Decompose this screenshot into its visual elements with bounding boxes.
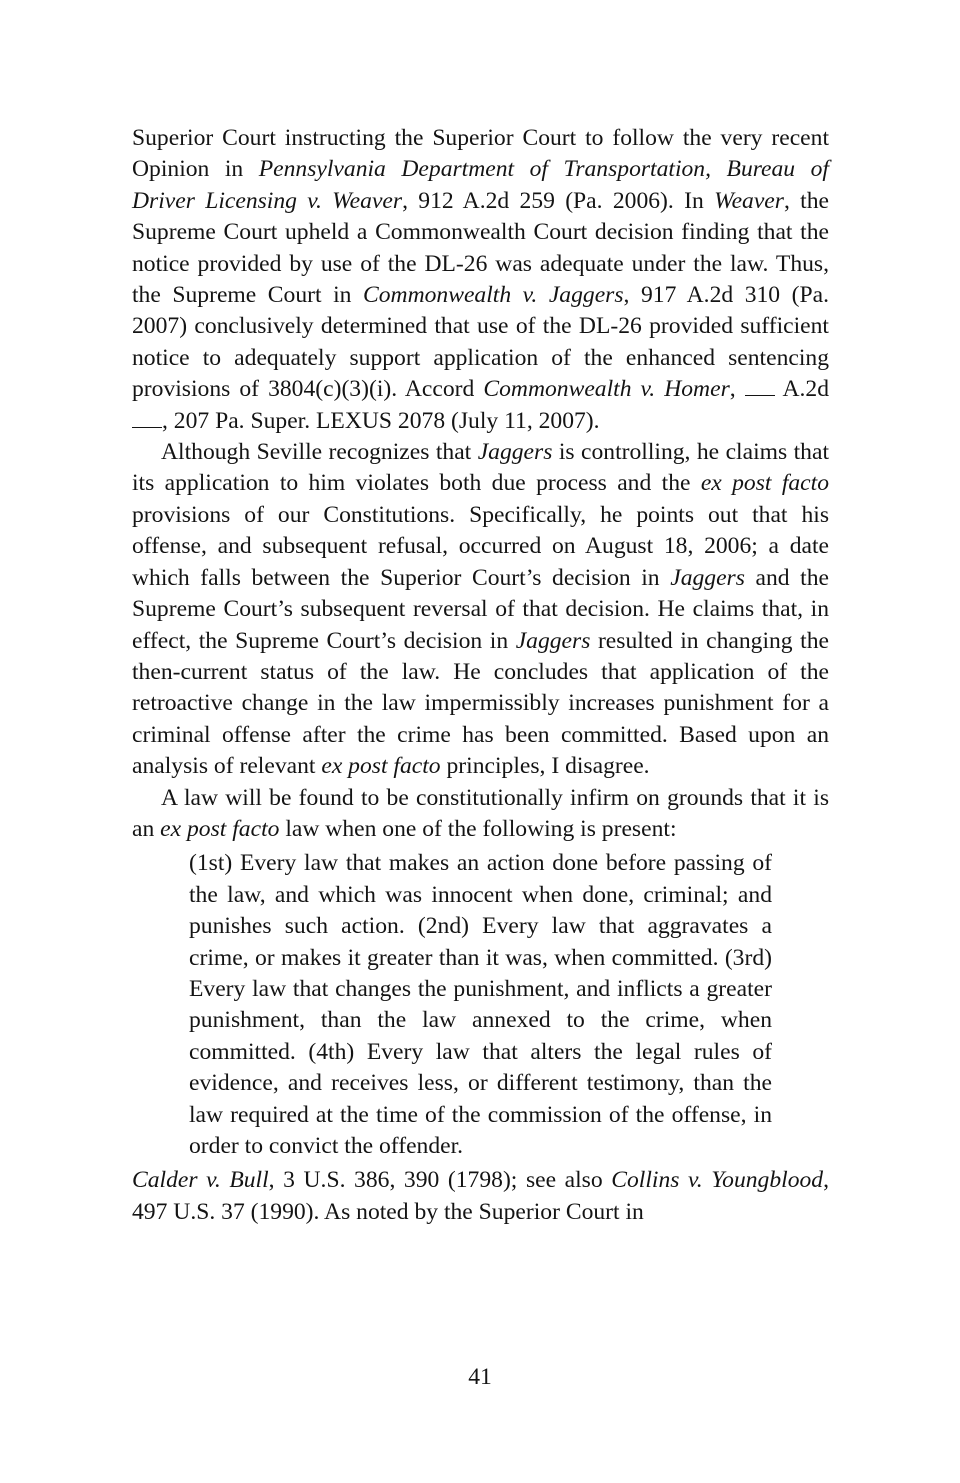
paragraph-1: Superior Court instructing the Superior Court to follow the very recent Opinion in Pennsylvania Department of Transportation, Bureau of Driver Licensing v. Weaver, 912 A.2d 259 (Pa. 2006). In Weaver, the Supreme Court upheld a Commonwealth Court decision finding that the notice provided by use of the DL-26 was adequate under the law. Thus, the Supreme Court in Commonwealth v. Jaggers, 917 A.2d 310 (Pa. 2007) conclusively determined that use of the DL-26 provided sufficient notice to adequately support application of the enhanced sentencing provisions of 3804(c)(3)(i). Accord Commonwealth v. Homer, A.2d , 207 Pa. Super. LEXUS 2078 (July 11, 2007). xyxy=(132,125,830,434)
italic-text: Calder v. Bull xyxy=(132,1167,269,1194)
italic-text: Jaggers xyxy=(477,439,553,466)
citation-blank xyxy=(745,376,775,396)
italic-text: ex post facto xyxy=(321,753,441,780)
page-number: 41 xyxy=(468,1364,492,1390)
italic-text: Weaver xyxy=(714,187,784,214)
italic-text: ex post facto xyxy=(160,815,280,842)
italic-text: Commonwealth v. Homer xyxy=(483,376,730,403)
italic-text: ex post facto xyxy=(700,470,830,497)
italic-text: Commonwealth v. Jaggers xyxy=(363,282,624,309)
block-quote xyxy=(189,845,772,1165)
body-text xyxy=(132,123,829,1228)
paragraph-2: Although Seville recognizes that Jaggers is controlling, he claims that its application to him violates both due process and the ex post facto provisions of our Constitutions. Specifically, he points out that his offense, and subsequent refusal, occurred on August 18, 2006; a date which falls between the Superior Court’s decision in Jaggers and the Supreme Court’s subsequent reversal of that decision. He claims that, in effect, the Supreme Court’s decision in Jaggers resulted in changing the then-current status of the law. He concludes that application of the retroactive change in the law impermissibly increases punishment for a criminal offense after the crime has been committed. Based upon an analysis of relevant ex post facto principles, I disagree. xyxy=(132,439,830,780)
italic-text: Collins v. Youngblood xyxy=(611,1167,824,1194)
citation-paragraph: Calder v. Bull, 3 U.S. 386, 390 (1798); see also Collins v. Youngblood, 497 U.S. 37 (1990). As noted by the Superior Court in xyxy=(132,1167,830,1225)
italic-text: Pennsylvania Department of Transportation, Bureau of Driver Licensing v. Weaver xyxy=(132,156,829,214)
block-quote-text: (1st) Every law that makes an action done before passing of the law, and which was innocent when done, criminal; and punishes such action. (2nd) Every law that aggravates a crime, or makes it greater than it was, when committed. (3rd) Every law that changes the punishment, and inflicts a greater punishment, than the law annexed to the crime, when committed. (4th) Every law that alters the legal rules of evidence, and receives less, or different testimony, than the law required at the time of the commission of the offense, in order to convict the offender. xyxy=(189,850,772,1159)
italic-text: Jaggers xyxy=(670,564,745,591)
citation-blank xyxy=(132,408,162,428)
paragraph-3: A law will be found to be constitutionally infirm on grounds that it is an ex post facto law when one of the following is present: xyxy=(132,784,829,842)
italic-text: Jaggers xyxy=(515,627,591,654)
